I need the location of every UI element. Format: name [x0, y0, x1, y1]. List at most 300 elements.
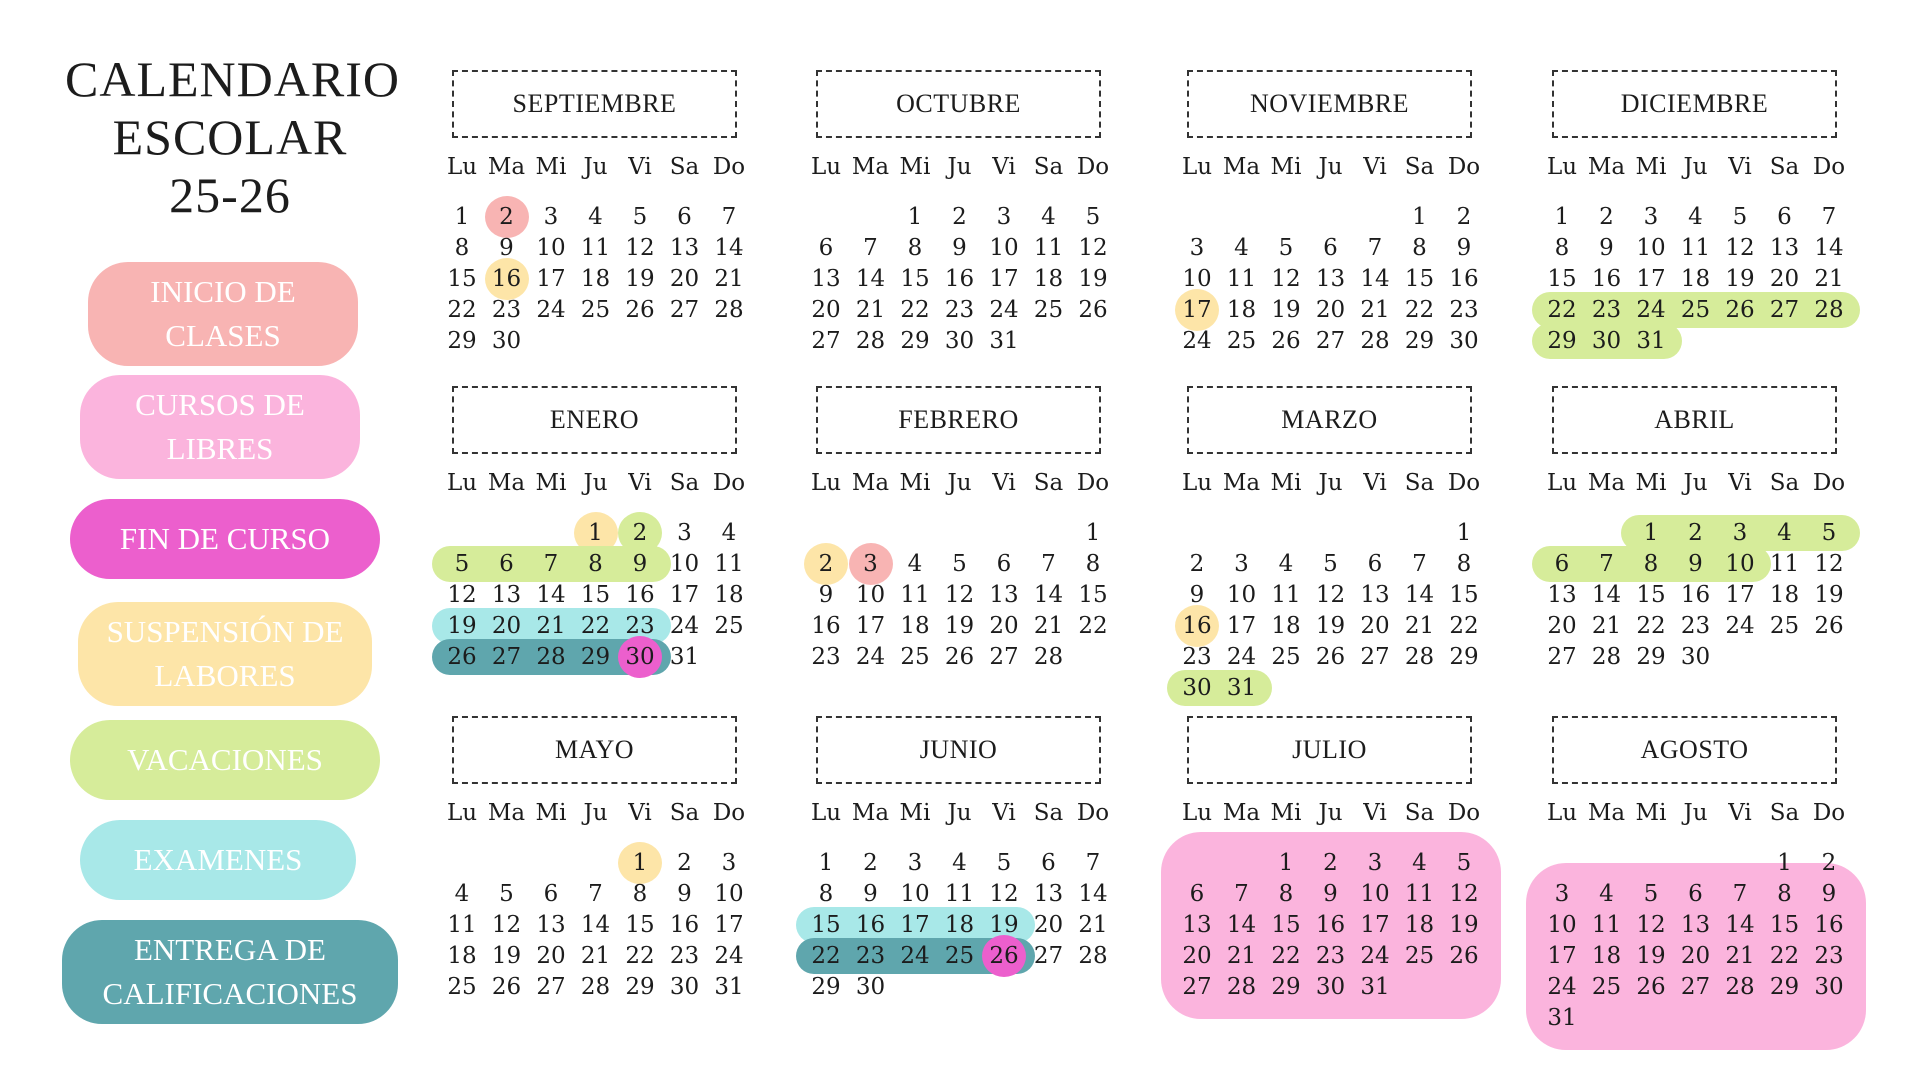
day-cell: 12	[491, 912, 522, 938]
day-cell: 21	[1404, 613, 1435, 639]
day-cell: 1	[1777, 850, 1792, 876]
weekday-label: Ju	[1683, 470, 1708, 496]
day-cell: 25	[1769, 613, 1800, 639]
weekday-label: Ju	[947, 154, 972, 180]
day-cell: 19	[1636, 943, 1666, 969]
day-cell: 26	[1078, 297, 1108, 323]
day-cell: 30	[669, 974, 700, 1000]
day-cell: 3	[1189, 235, 1205, 261]
day-cell: 7	[1367, 235, 1383, 261]
day-cell: 22	[1449, 613, 1479, 639]
day-cell: 12	[944, 582, 975, 608]
day-cell: 17	[1636, 266, 1666, 292]
weekday-header	[440, 468, 755, 498]
day-cell: 1	[1278, 850, 1294, 876]
day-cell: 13	[491, 582, 522, 608]
weekday-label: Mi	[899, 470, 931, 496]
day-cell: 23	[811, 644, 841, 670]
day-cell: 18	[447, 943, 477, 969]
day-cell: 31	[669, 644, 700, 670]
day-cell: 4	[1234, 235, 1249, 261]
weekday-label: Mi	[1635, 470, 1667, 496]
day-cell: 10	[714, 881, 744, 907]
day-cell: 5	[454, 551, 470, 577]
day-cell: 25	[1271, 644, 1301, 670]
day-cell: 8	[1554, 235, 1570, 261]
month-name: SEPTIEMBRE	[452, 70, 737, 138]
day-cell: 28	[1078, 943, 1108, 969]
day-cell: 3	[1732, 520, 1748, 546]
day-cell: 8	[1456, 551, 1472, 577]
weekday-label: Lu	[1546, 800, 1578, 826]
day-cell: 26	[989, 943, 1019, 969]
weekday-label: Ju	[583, 800, 608, 826]
weekday-label: Vi	[1363, 470, 1387, 496]
day-cell: 8	[1085, 551, 1101, 577]
day-cell: 26	[447, 644, 477, 670]
day-cell: 18	[900, 613, 930, 639]
day-cell: 24	[1226, 644, 1257, 670]
day-cell: 25	[900, 644, 930, 670]
day-cell: 20	[1769, 266, 1800, 292]
day-cell: 3	[543, 204, 559, 230]
weekday-label: Mi	[899, 154, 931, 180]
day-cell: 4	[588, 204, 603, 230]
weekday-label: Do	[1076, 470, 1110, 496]
weekday-label: Ju	[583, 154, 608, 180]
day-cell: 26	[1315, 644, 1346, 670]
day-cell: 19	[447, 613, 477, 639]
weekday-label: Ma	[851, 800, 890, 826]
day-cell: 3	[863, 551, 878, 577]
month-name: NOVIEMBRE	[1187, 70, 1472, 138]
day-cell: 23	[944, 297, 975, 323]
weekday-label: Mi	[1270, 800, 1302, 826]
day-cell: 29	[1547, 328, 1577, 354]
day-cell: 15	[1449, 582, 1479, 608]
day-cell: 9	[632, 551, 648, 577]
weekday-label: Vi	[1363, 800, 1387, 826]
day-cell: 1	[588, 520, 603, 546]
month-name: AGOSTO	[1552, 716, 1837, 784]
day-cell: 7	[1412, 551, 1427, 577]
day-cell: 21	[1226, 943, 1257, 969]
day-cell: 17	[536, 266, 566, 292]
day-cell: 7	[1821, 204, 1837, 230]
day-cell: 22	[811, 943, 841, 969]
day-cell: 13	[1680, 912, 1711, 938]
day-cell: 11	[1226, 266, 1257, 292]
day-cell: 20	[811, 297, 841, 323]
weekday-label: Lu	[1181, 800, 1213, 826]
day-cell: 6	[1189, 881, 1205, 907]
day-cell: 29	[1449, 644, 1479, 670]
day-cell: 23	[1814, 943, 1844, 969]
day-cell: 26	[1271, 328, 1301, 354]
day-cell: 14	[1226, 912, 1257, 938]
weekday-label: Ju	[947, 470, 972, 496]
day-cell: 15	[1769, 912, 1800, 938]
day-cell: 24	[900, 943, 930, 969]
day-cell: 3	[1234, 551, 1249, 577]
day-cell: 28	[1033, 644, 1064, 670]
day-cell: 31	[1547, 1005, 1577, 1031]
day-cell: 19	[1271, 297, 1301, 323]
day-cell: 29	[811, 974, 841, 1000]
weekday-label: Vi	[628, 800, 652, 826]
day-cell: 14	[1725, 912, 1755, 938]
weekday-header	[1175, 152, 1490, 182]
day-cell: 4	[952, 850, 967, 876]
day-cell: 8	[907, 235, 923, 261]
day-cell: 21	[580, 943, 611, 969]
day-cell: 17	[855, 613, 886, 639]
day-cell: 9	[818, 582, 834, 608]
day-cell: 27	[1182, 974, 1212, 1000]
day-cell: 10	[1182, 266, 1212, 292]
day-cell: 23	[1182, 644, 1212, 670]
day-cell: 4	[1041, 204, 1056, 230]
day-cell: 5	[1643, 881, 1659, 907]
weekday-label: Do	[1812, 154, 1846, 180]
day-cell: 24	[536, 297, 566, 323]
day-cell: 4	[1688, 204, 1703, 230]
day-cell: 30	[1182, 675, 1212, 701]
day-cell: 8	[632, 881, 648, 907]
day-cell: 21	[714, 266, 744, 292]
day-cell: 27	[1360, 644, 1390, 670]
day-cell: 11	[580, 235, 611, 261]
weekday-label: Vi	[628, 470, 652, 496]
day-cell: 13	[669, 235, 700, 261]
weekday-label: Ma	[1587, 154, 1626, 180]
legend-vacaciones: VACACIONES	[70, 720, 380, 800]
day-cell: 22	[1078, 613, 1108, 639]
day-cell: 28	[1226, 974, 1257, 1000]
weekday-label: Ma	[487, 154, 526, 180]
day-cell: 5	[1732, 204, 1748, 230]
day-cell: 10	[1360, 881, 1390, 907]
day-cell: 23	[855, 943, 886, 969]
day-cell: 8	[818, 881, 834, 907]
day-cell: 20	[1680, 943, 1711, 969]
day-cell: 24	[1182, 328, 1212, 354]
weekday-label: Lu	[446, 154, 478, 180]
day-cell: 18	[1226, 297, 1257, 323]
day-cell: 18	[580, 266, 611, 292]
day-cell: 25	[1680, 297, 1711, 323]
day-cell: 1	[1085, 520, 1101, 546]
day-cell: 7	[543, 551, 559, 577]
weekday-label: Do	[712, 800, 746, 826]
day-cell: 5	[1323, 551, 1338, 577]
day-cell: 18	[1033, 266, 1064, 292]
day-cell: 20	[989, 613, 1019, 639]
day-cell: 8	[1777, 881, 1792, 907]
weekday-label: Ma	[487, 800, 526, 826]
day-cell: 6	[499, 551, 514, 577]
day-cell: 13	[1360, 582, 1390, 608]
title-line-1: CALENDARIO	[65, 51, 400, 107]
day-cell: 28	[1591, 644, 1622, 670]
month-diciembre	[1540, 70, 1880, 370]
day-cell: 27	[491, 644, 522, 670]
day-cell: 24	[1547, 974, 1577, 1000]
day-cell: 18	[1404, 912, 1435, 938]
weekday-label: Vi	[628, 154, 652, 180]
day-cell: 2	[863, 850, 878, 876]
day-cell: 17	[714, 912, 744, 938]
weekday-label: Sa	[1404, 154, 1435, 180]
month-name: ENERO	[452, 386, 737, 454]
day-cell: 7	[1041, 551, 1056, 577]
day-cell: 5	[952, 551, 967, 577]
weekday-label: Mi	[535, 800, 567, 826]
day-cell: 5	[1821, 520, 1837, 546]
day-cell: 25	[1226, 328, 1257, 354]
day-cell: 11	[1680, 235, 1711, 261]
day-cell: 23	[1680, 613, 1711, 639]
day-cell: 3	[721, 850, 737, 876]
day-cell: 17	[1226, 613, 1257, 639]
day-cell: 5	[632, 204, 648, 230]
weekday-label: Vi	[1728, 470, 1752, 496]
day-cell: 6	[677, 204, 692, 230]
day-cell: 15	[1078, 582, 1108, 608]
weekday-label: Ma	[851, 470, 890, 496]
day-cell: 5	[1085, 204, 1101, 230]
month-octubre	[804, 70, 1144, 370]
legend-fin-curso: FIN DE CURSO	[70, 499, 380, 579]
weekday-label: Ju	[1683, 154, 1708, 180]
day-cell: 12	[1449, 881, 1479, 907]
day-cell: 14	[855, 266, 886, 292]
day-cell: 11	[1769, 551, 1800, 577]
day-cell: 17	[1360, 912, 1390, 938]
day-cell: 21	[1360, 297, 1390, 323]
day-cell: 25	[1404, 943, 1435, 969]
day-cell: 16	[855, 912, 886, 938]
weekday-header	[1540, 468, 1855, 498]
month-name: OCTUBRE	[816, 70, 1101, 138]
day-cell: 10	[1725, 551, 1755, 577]
day-cell: 27	[1547, 644, 1577, 670]
day-cell: 20	[536, 943, 566, 969]
day-cell: 18	[944, 912, 975, 938]
day-cell: 19	[1725, 266, 1755, 292]
day-cell: 31	[714, 974, 744, 1000]
day-cell: 29	[900, 328, 930, 354]
day-cell: 4	[907, 551, 923, 577]
day-cell: 3	[677, 520, 692, 546]
day-cell: 23	[1449, 297, 1479, 323]
weekday-label: Mi	[1270, 470, 1302, 496]
day-cell: 6	[996, 551, 1012, 577]
day-cell: 12	[1814, 551, 1844, 577]
day-cell: 14	[1360, 266, 1390, 292]
day-cell: 25	[1033, 297, 1064, 323]
day-cell: 21	[1814, 266, 1844, 292]
day-cell: 2	[1323, 850, 1338, 876]
day-cell: 29	[447, 328, 477, 354]
day-cell: 13	[1769, 235, 1800, 261]
weekday-label: Vi	[992, 154, 1016, 180]
weekday-label: Ju	[1318, 800, 1343, 826]
day-cell: 19	[1078, 266, 1108, 292]
day-cell: 17	[1547, 943, 1577, 969]
day-cell: 13	[536, 912, 566, 938]
day-cell: 30	[1814, 974, 1844, 1000]
day-cell: 25	[447, 974, 477, 1000]
day-cell: 26	[1636, 974, 1666, 1000]
weekday-label: Sa	[1404, 470, 1435, 496]
day-cell: 19	[1315, 613, 1346, 639]
day-cell: 16	[669, 912, 700, 938]
weekday-label: Do	[712, 470, 746, 496]
day-cell: 5	[996, 850, 1012, 876]
day-cell: 7	[1599, 551, 1614, 577]
day-cell: 31	[1360, 974, 1390, 1000]
day-cell: 13	[1547, 582, 1577, 608]
weekday-header	[440, 798, 755, 828]
day-cell: 24	[1360, 943, 1390, 969]
day-cell: 9	[1821, 881, 1837, 907]
day-cell: 25	[944, 943, 975, 969]
day-cell: 11	[1591, 912, 1622, 938]
month-name: FEBRERO	[816, 386, 1101, 454]
day-cell: 21	[1033, 613, 1064, 639]
day-cell: 12	[447, 582, 477, 608]
day-cell: 18	[1591, 943, 1622, 969]
day-cell: 16	[811, 613, 841, 639]
day-cell: 9	[1323, 881, 1338, 907]
day-cell: 23	[1315, 943, 1346, 969]
day-cell: 1	[1456, 520, 1472, 546]
day-cell: 6	[1688, 881, 1703, 907]
day-cell: 16	[491, 266, 522, 292]
day-cell: 19	[1449, 912, 1479, 938]
day-cell: 9	[1189, 582, 1205, 608]
day-cell: 30	[855, 974, 886, 1000]
day-cell: 30	[944, 328, 975, 354]
weekday-label: Sa	[1404, 800, 1435, 826]
day-cell: 17	[989, 266, 1019, 292]
day-cell: 6	[543, 881, 559, 907]
month-name: JUNIO	[816, 716, 1101, 784]
day-cell: 27	[1033, 943, 1064, 969]
day-cell: 15	[1547, 266, 1577, 292]
weekday-header	[804, 798, 1119, 828]
day-cell: 10	[855, 582, 886, 608]
day-cell: 30	[625, 644, 655, 670]
day-cell: 10	[989, 235, 1019, 261]
day-cell: 1	[454, 204, 470, 230]
day-cell: 6	[1554, 551, 1570, 577]
day-cell: 9	[952, 235, 967, 261]
day-cell: 11	[1033, 235, 1064, 261]
day-cell: 31	[1226, 675, 1257, 701]
day-cell: 19	[625, 266, 655, 292]
weekday-label: Sa	[1033, 154, 1064, 180]
weekday-label: Mi	[899, 800, 931, 826]
day-cell: 26	[491, 974, 522, 1000]
day-cell: 23	[625, 613, 655, 639]
day-cell: 27	[669, 297, 700, 323]
day-cell: 21	[1078, 912, 1108, 938]
day-cell: 18	[1680, 266, 1711, 292]
day-cell: 3	[1554, 881, 1570, 907]
day-cell: 7	[721, 204, 737, 230]
day-cell: 30	[1449, 328, 1479, 354]
day-cell: 16	[1591, 266, 1622, 292]
day-cell: 11	[900, 582, 930, 608]
day-cell: 4	[1412, 850, 1427, 876]
day-cell: 28	[855, 328, 886, 354]
day-cell: 8	[1278, 881, 1294, 907]
day-cell: 3	[1643, 204, 1659, 230]
day-cell: 2	[1688, 520, 1703, 546]
weekday-label: Lu	[1546, 470, 1578, 496]
day-cell: 8	[454, 235, 470, 261]
day-cell: 28	[536, 644, 566, 670]
day-cell: 7	[1732, 881, 1748, 907]
day-cell: 3	[907, 850, 923, 876]
weekday-label: Vi	[992, 800, 1016, 826]
day-cell: 28	[714, 297, 744, 323]
day-cell: 29	[1404, 328, 1435, 354]
day-cell: 23	[669, 943, 700, 969]
day-cell: 10	[900, 881, 930, 907]
day-cell: 4	[1278, 551, 1294, 577]
day-cell: 16	[944, 266, 975, 292]
day-cell: 25	[714, 613, 744, 639]
day-cell: 1	[632, 850, 648, 876]
day-cell: 18	[1769, 582, 1800, 608]
weekday-label: Lu	[1181, 154, 1213, 180]
weekday-label: Do	[1812, 470, 1846, 496]
day-cell: 22	[1547, 297, 1577, 323]
day-cell: 18	[1271, 613, 1301, 639]
day-cell: 22	[447, 297, 477, 323]
day-cell: 24	[669, 613, 700, 639]
day-cell: 10	[669, 551, 700, 577]
weekday-label: Ju	[1683, 800, 1708, 826]
weekday-label: Sa	[669, 800, 700, 826]
title-line-2: ESCOLAR	[112, 109, 348, 165]
day-cell: 28	[1725, 974, 1755, 1000]
day-cell: 11	[1404, 881, 1435, 907]
weekday-label: Vi	[1728, 800, 1752, 826]
weekday-label: Do	[1447, 154, 1481, 180]
weekday-label: Ma	[1222, 470, 1261, 496]
day-cell: 29	[580, 644, 611, 670]
day-cell: 1	[907, 204, 923, 230]
title-line-3: 25-26	[169, 167, 291, 223]
month-abril	[1540, 386, 1880, 686]
day-cell: 22	[625, 943, 655, 969]
calendar-title	[65, 50, 400, 224]
month-enero	[440, 386, 780, 686]
weekday-label: Vi	[1728, 154, 1752, 180]
day-cell: 23	[1591, 297, 1622, 323]
day-cell: 15	[580, 582, 611, 608]
day-cell: 12	[1315, 582, 1346, 608]
month-mayo	[440, 716, 780, 1016]
day-cell: 24	[714, 943, 744, 969]
day-cell: 21	[1725, 943, 1755, 969]
weekday-label: Ju	[1318, 470, 1343, 496]
day-cell: 3	[1367, 850, 1383, 876]
